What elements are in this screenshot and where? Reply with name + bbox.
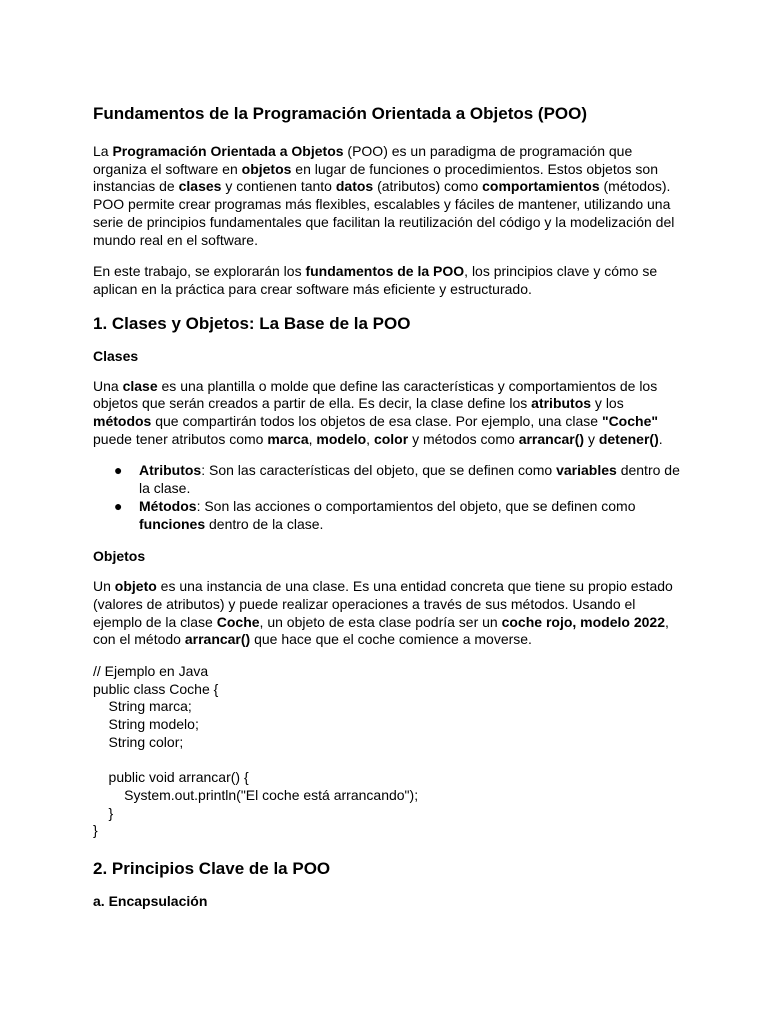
bold-text: marca [267,430,309,447]
bold-text: atributos [531,395,592,412]
bold-text: "Coche" [601,413,658,430]
intro-paragraph-2 [93,263,683,298]
text-run: (atributos) como [373,178,483,195]
text-run: (POO) es un paradigma de programación que organiza el software en [93,143,633,177]
code-line: public class Coche { [93,680,219,697]
list-item [93,462,683,497]
code-line: public void arrancar() { [93,769,249,786]
bold-text: funciones [139,515,206,532]
bold-text: comportamientos [482,178,600,195]
bold-text: Programación Orientada a Objetos [112,143,344,159]
bullet-text-atributos [139,462,680,496]
text-run: que hace que el coche comience a moverse. [250,631,532,648]
bold-text: Coche [216,613,260,630]
bullet-icon: ● [114,497,123,514]
text-run: es una instancia de una clase. Es una entidad concreta que tiene su propio estado (valores de atributos) y puede realizar operaciones a través de sus métodos. Usando el ejemplo de la clase [93,578,673,630]
text-run: y [584,430,599,447]
text-run: que compartirán todos los objetos de esa clase. Por ejemplo, una clase [151,413,602,430]
text-run: en lugar de funciones o procedimientos. Estos objetos son instancias de [93,160,658,195]
bold-text: clases [178,178,222,195]
bold-text: arrancar() [184,631,251,648]
clases-paragraph [93,378,683,449]
text-run: y contienen tanto [221,178,336,195]
text-run: , con el método [93,613,669,648]
bold-text: detener() [598,430,659,447]
bold-text: color [373,430,409,447]
code-line: String modelo; [93,716,199,733]
bold-text: datos [335,178,374,195]
bullet-list [93,462,683,533]
bold-text: fundamentos de la POO [305,263,465,280]
text-run: y métodos como [408,430,519,447]
intro-paragraph-1 [93,143,683,249]
text-run: La [93,143,113,159]
objetos-paragraph [93,578,683,649]
bold-text: arrancar() [518,430,585,447]
text-run: Un [93,578,115,595]
document-title: Fundamentos de la Programación Orientada a Objetos (POO) [93,104,588,123]
text-run: y los [591,395,624,412]
text-run: , un objeto de esta clase podría ser un [259,613,502,630]
text-run: . [658,430,663,447]
code-line: } [93,822,98,839]
bold-text: objetos [241,160,292,177]
code-line: String marca; [93,698,192,715]
bold-text: coche rojo, modelo 2022 [501,613,665,630]
text-run: es una plantilla o molde que define las características y comportamientos de los objetos que serán creados a partir de ella. Es decir, la clase define los [93,377,658,412]
clases-heading: Clases [93,347,139,364]
document-content [93,103,683,923]
text-run: : Son las características del objeto, que se definen como [201,462,557,479]
bold-text: clase [122,377,158,394]
encapsulacion-heading: a. Encapsulación [93,893,208,910]
bullet-text-metodos [139,498,636,532]
text-run: dentro de la clase. [139,462,680,497]
bold-text: Métodos [139,497,197,514]
text-run: (métodos). POO permite crear programas más flexibles, escalables y fáciles de mantener, utilizando una serie de principios fundamentales que facilitan la reutilización del código y la modelización del mundo real en el software. [93,178,675,248]
bold-text: Atributos [139,462,202,479]
text-run: En este trabajo, se explorarán los [93,263,306,280]
section-2-heading: 2. Principios Clave de la POO [93,859,331,879]
bold-text: objeto [114,578,157,595]
list-item [93,498,683,533]
text-run: , [308,430,317,447]
bold-text: métodos [93,413,152,430]
code-line: System.out.println("El coche está arrancando"); [93,786,419,803]
bold-text: variables [556,462,617,479]
text-run: , [366,430,374,447]
code-line: // Ejemplo en Java [93,663,209,680]
objetos-heading: Objetos [93,548,146,565]
text-run: : Son las acciones o comportamientos del objeto, que se definen como [196,497,636,514]
text-run: dentro de la clase. [205,515,324,532]
code-line [93,752,683,770]
text-run: Una [93,377,123,394]
code-line: } [93,804,114,821]
text-run: puede tener atributos como [93,430,268,447]
code-example [93,663,683,840]
code-line: String color; [93,733,184,750]
text-run: , los principios clave y cómo se aplican en la práctica para crear software más eficiente y estructurado. [93,263,658,297]
section-1-heading: 1. Clases y Objetos: La Base de la POO [93,313,411,333]
bullet-icon: ● [114,462,123,479]
bold-text: modelo [316,430,367,447]
